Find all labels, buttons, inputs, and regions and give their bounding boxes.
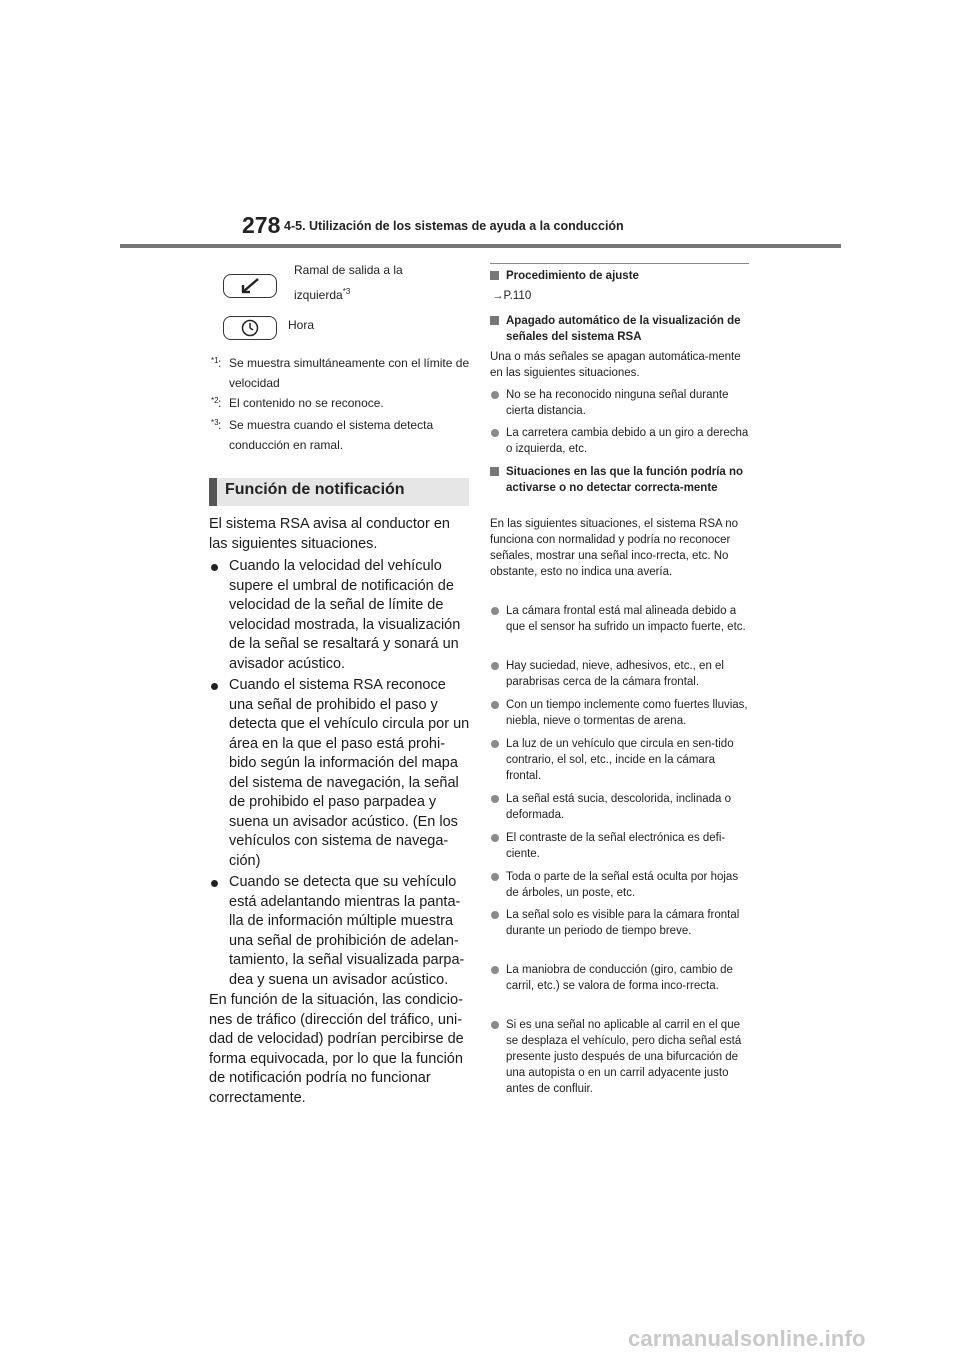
clock-icon (223, 316, 277, 340)
square-bullet-icon (490, 467, 499, 476)
bullet-dot (491, 966, 499, 974)
auto-off-bullet-1: No se ha reconocido ninguna señal durante cierta distancia. (490, 387, 752, 419)
situations-bullet-10: Si es una señal no aplicable al carril en el que se desplaza el vehículo, pero dicha señal está presente justo después de una bifurcación de una autopista o en un carril adyacente justo antes de confluir. (490, 1017, 752, 1097)
exit-left-label: Ramal de salida a la izquierda$^{*3}$ (294, 263, 403, 302)
footnote-2: *2 : El contenido no se reconoce. (211, 396, 384, 410)
bullet-dot (491, 740, 499, 748)
notification-bullet-2: Cuando el sistema RSA reconoce una señal de prohibido el paso y detecta que el vehículo circula por un área en la que el paso está prohi-bido según la información del mapa del sistema de navegación, la señal de prohibido el paso parpadea y suena un avisador acústico. (En los vehículos con sistema de navega-ción) (211, 676, 471, 871)
bullet-dot (211, 683, 218, 690)
situations-bullet-6: El contraste de la señal electrónica es defi-ciente. (490, 830, 752, 862)
right-column-divider (490, 263, 749, 264)
footnote-1: *1 : Se muestra simultáneamente con el límite de velocidad (211, 356, 470, 390)
bullet-dot (491, 873, 499, 881)
bullet-dot (491, 391, 499, 399)
notification-bullet-1: Cuando la velocidad del vehículo supere el umbral de notificación de velocidad de la señal de límite de velocidad mostrada, la visualización de la señal se resaltará y sonará un avisador acústico. (211, 557, 471, 674)
exit-left-arrow-icon (223, 274, 277, 298)
situations-bullet-9: La maniobra de conducción (giro, cambio de carril, etc.) se valora de forma inco-rrecta. (490, 962, 752, 994)
bullet-dot (211, 564, 218, 571)
bullet-dot (491, 1021, 499, 1029)
notification-intro: El sistema RSA avisa al conductor en las siguientes situaciones. (209, 516, 450, 552)
situations-bullet-7: Toda o parte de la señal está oculta por hojas de árboles, un poste, etc. (490, 869, 752, 901)
situations-heading: Situaciones en las que la función podría no activarse o no detectar correcta-mente (490, 464, 752, 496)
auto-off-intro: Una o más señales se apagan automática-mente en las siguientes situaciones. (490, 351, 741, 379)
page-number: 278 (242, 212, 281, 238)
square-bullet-icon (490, 271, 499, 280)
footnote-3: *3 : Se muestra cuando el sistema detecta conducción en ramal. (211, 418, 434, 452)
watermark: carmanualsonline.info (628, 1326, 866, 1351)
situations-bullet-5: La señal está sucia, descolorida, inclinada o deformada. (490, 791, 752, 823)
notification-heading-text: Función de notificación (225, 481, 405, 498)
setup-heading: Procedimiento de ajuste (490, 268, 752, 284)
header-divider (120, 244, 841, 248)
bullet-dot (491, 429, 499, 437)
situations-intro: En las siguientes situaciones, el sistema RSA no funciona con normalidad y podría no reconocer señales, mostrar una señal inco-rrecta, etc. No obstante, esto no indica una avería. (490, 518, 739, 578)
bullet-dot (491, 911, 499, 919)
square-bullet-icon (490, 316, 499, 325)
situations-bullet-4: La luz de un vehículo que circula en sen-tido contrario, el sol, etc., incide en la cámara frontal. (490, 736, 752, 784)
bullet-dot (491, 662, 499, 670)
situations-bullet-3: Con un tiempo inclemente como fuertes lluvias, niebla, nieve o tormentas de arena. (490, 697, 752, 729)
notification-closing: En función de la situación, las condicio-nes de tráfico (dirección del tráfico, uni-dad de velocidad) podrían percibirse de forma equivocada, por lo que la función de notificación podría no funcionar correctamente. (209, 992, 464, 1106)
setup-reference: →P.110 (492, 290, 532, 302)
situations-bullet-2: Hay suciedad, nieve, adhesivos, etc., en el parabrisas cerca de la cámara frontal. (490, 658, 752, 690)
bullet-dot (491, 701, 499, 709)
bullet-dot (491, 834, 499, 842)
bullet-dot (211, 880, 218, 887)
bullet-dot (491, 795, 499, 803)
clock-label: Hora (288, 318, 315, 332)
notification-bullet-3: Cuando se detecta que su vehículo está adelantando mientras la panta-lla de información múltiple muestra una señal de prohibición de adelan-tamiento, la señal visualizada parpa-dea y suena un avisador acústico. (211, 873, 471, 990)
heading-bar (209, 478, 217, 506)
notification-heading (209, 478, 469, 506)
bullet-dot (491, 607, 499, 615)
auto-off-bullet-2: La carretera cambia debido a un giro a derecha o izquierda, etc. (490, 425, 752, 457)
situations-bullet-1: La cámara frontal está mal alineada debido a que el sensor ha sufrido un impacto fuerte, etc. (490, 603, 752, 635)
section-title: 4-5. Utilización de los sistemas de ayuda a la conducción (284, 219, 624, 233)
auto-off-heading: Apagado automático de la visualización de señales del sistema RSA (490, 313, 752, 345)
situations-bullet-8: La señal solo es visible para la cámara frontal durante un periodo de tiempo breve. (490, 907, 752, 939)
